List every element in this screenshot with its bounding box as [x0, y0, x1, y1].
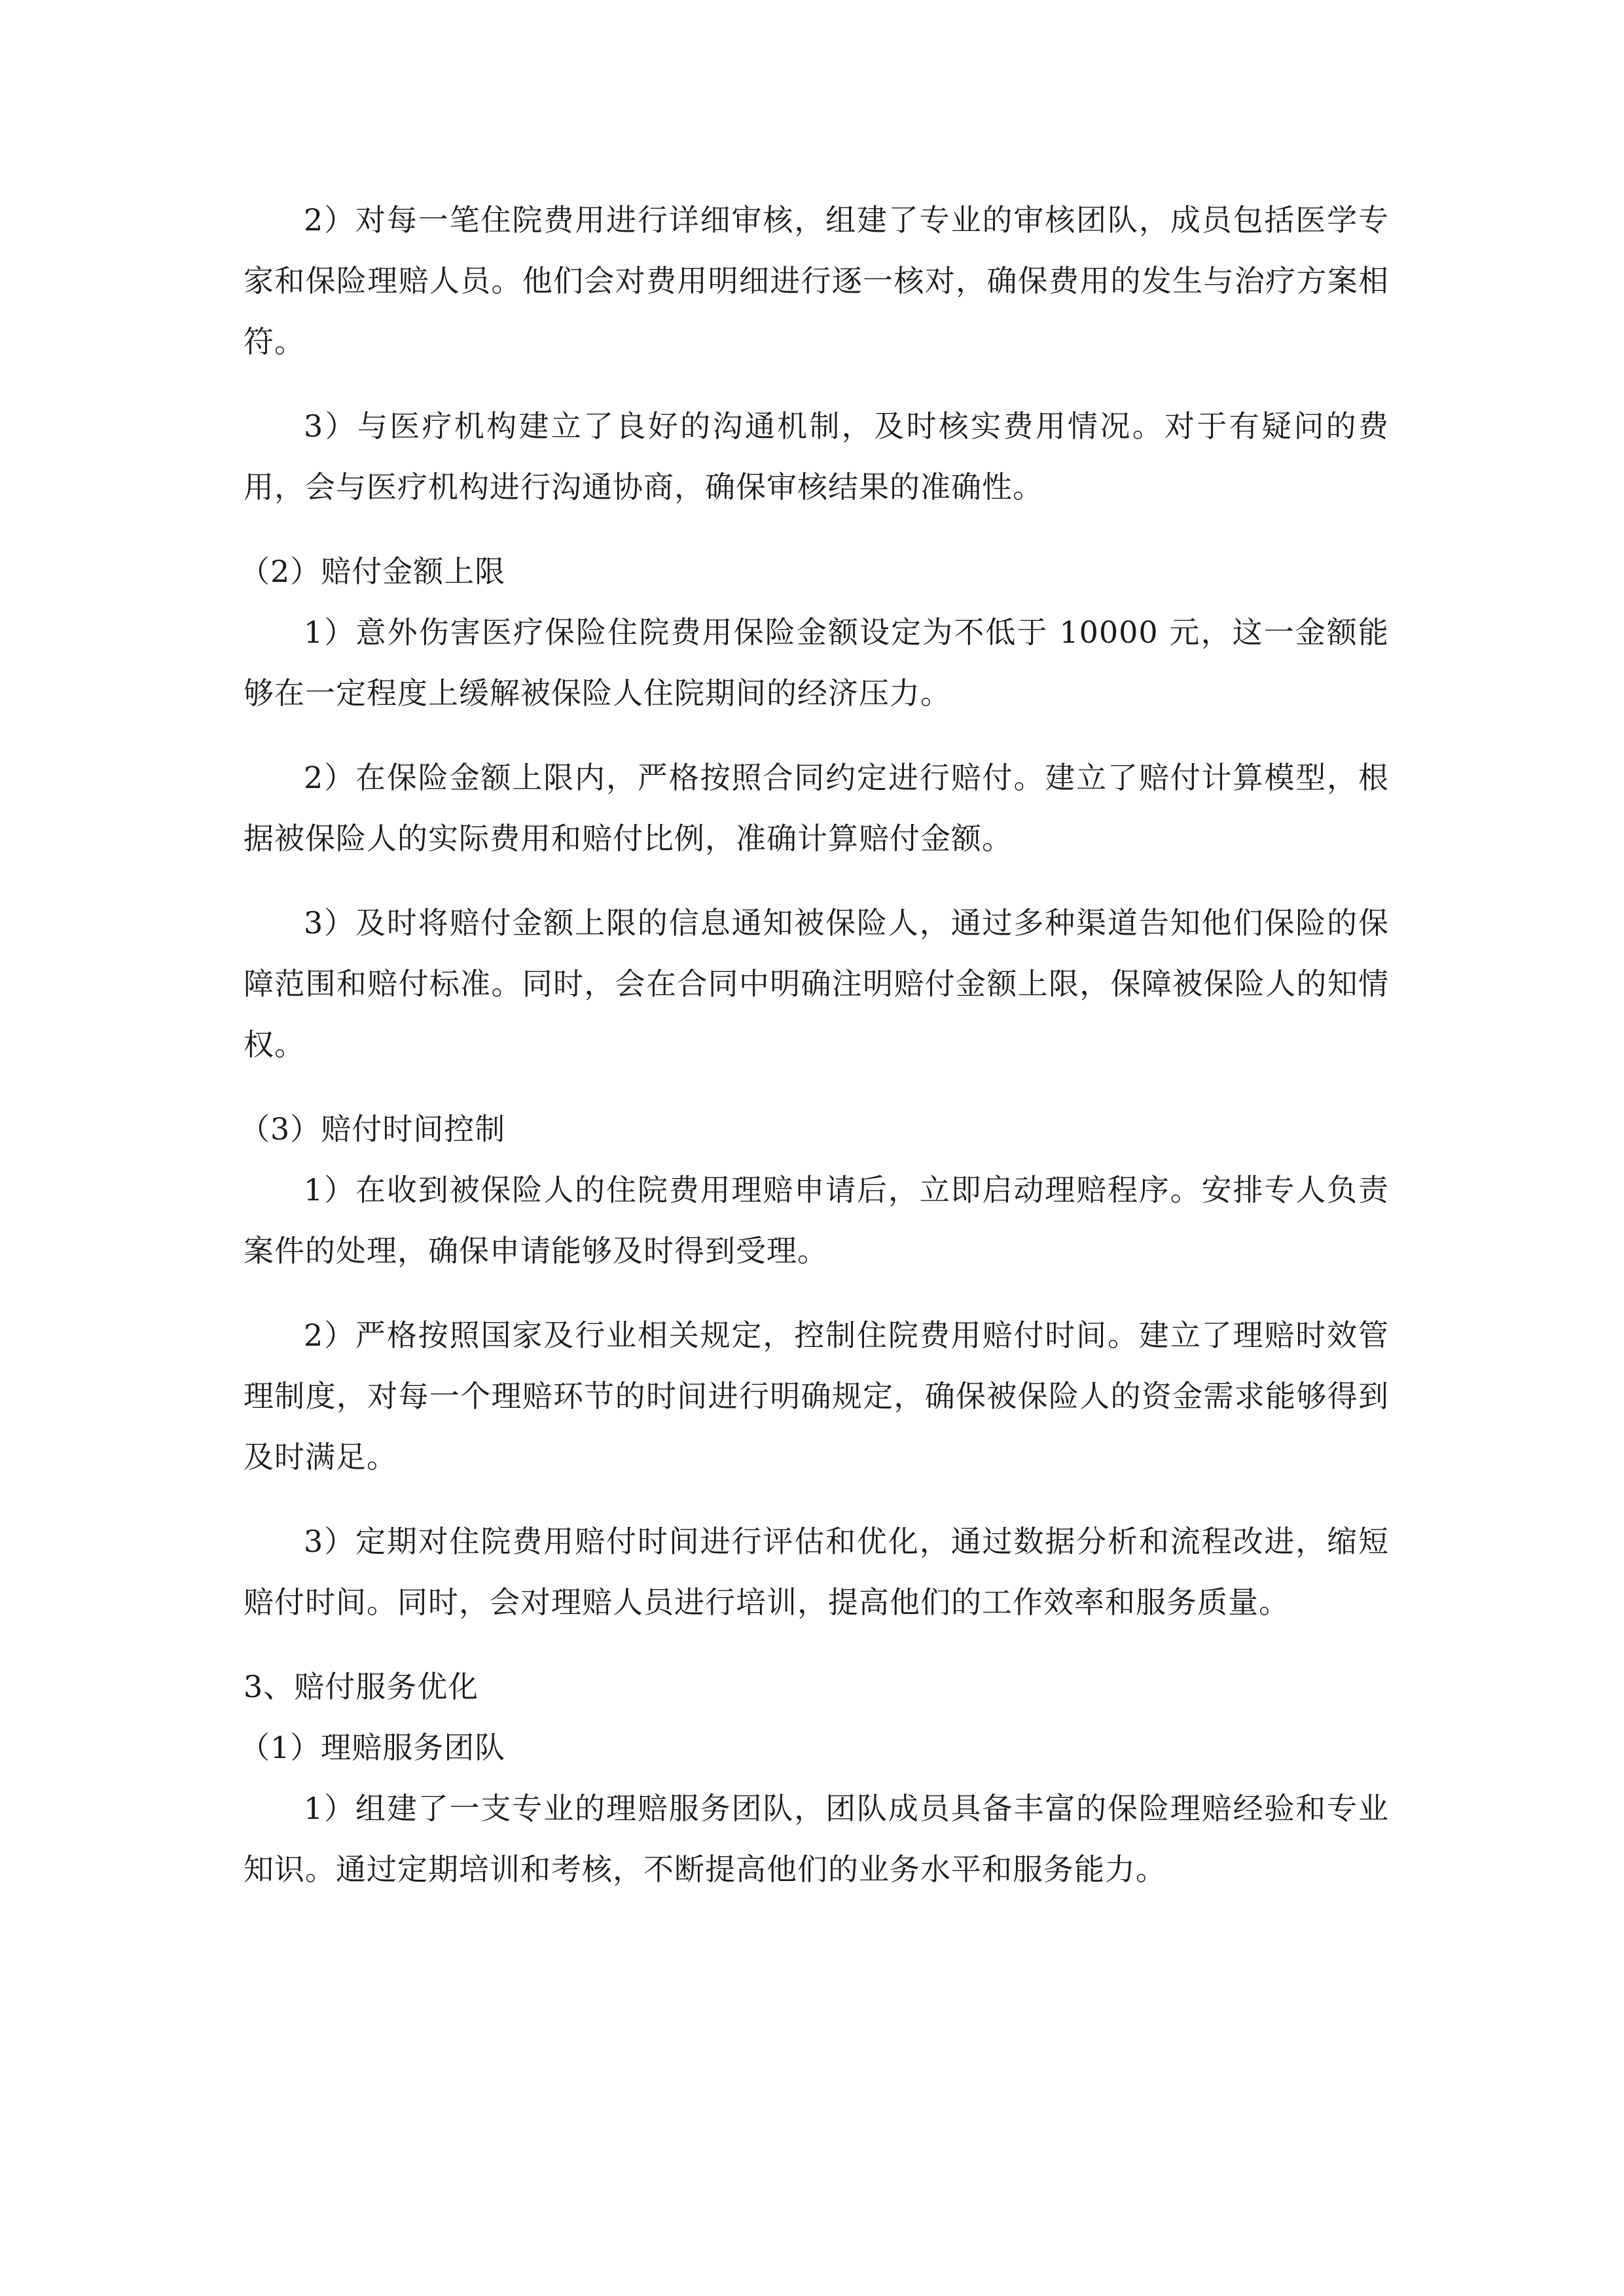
- paragraph-communication: 3）与医疗机构建立了良好的沟通机制，及时核实费用情况。对于有疑问的费用，会与医疗机构进行沟通协商，确保审核结果的准确性。: [244, 408, 1389, 505]
- subheading-payout-time: （3）赔付时间控制: [240, 1111, 506, 1147]
- paragraph-time-optimization: 3）定期对住院费用赔付时间进行评估和优化，通过数据分析和流程改进，缩短赔付时间。同时，会对理赔人员进行培训，提高他们的工作效率和服务质量。: [244, 1524, 1389, 1620]
- section-heading-service-optimization: 3、赔付服务优化: [244, 1669, 479, 1704]
- paragraph-limit-notice: 3）及时将赔付金额上限的信息通知被保险人，通过多种渠道告知他们保险的保障范围和赔付标准。同时，会在合同中明确注明赔付金额上限，保障被保险人的知情权。: [244, 905, 1389, 1062]
- paragraph-time-rules: 2）严格按照国家及行业相关规定，控制住院费用赔付时间。建立了理赔时效管理制度，对每一个理赔环节的时间进行明确规定，确保被保险人的资金需求能够得到及时满足。: [244, 1318, 1389, 1475]
- subheading-claims-team: （1）理赔服务团队: [240, 1730, 506, 1765]
- paragraph-payout-model: 2）在保险金额上限内，严格按照合同约定进行赔付。建立了赔付计算模型，根据被保险人的实际费用和赔付比例，准确计算赔付金额。: [244, 760, 1389, 856]
- paragraph-claims-team: 1）组建了一支专业的理赔服务团队，团队成员具备丰富的保险理赔经验和专业知识。通过定期培训和考核，不断提高他们的业务水平和服务能力。: [244, 1791, 1389, 1887]
- paragraph-claim-start: 1）在收到被保险人的住院费用理赔申请后，立即启动理赔程序。安排专人负责案件的处理，确保申请能够及时得到受理。: [244, 1172, 1389, 1268]
- subheading-payout-limit: （2）赔付金额上限: [240, 554, 506, 589]
- paragraph-review-team: 2）对每一笔住院费用进行详细审核，组建了专业的审核团队，成员包括医学专家和保险理赔人员。他们会对费用明细进行逐一核对，确保费用的发生与治疗方案相符。: [244, 202, 1389, 359]
- paragraph-insured-amount: 1）意外伤害医疗保险住院费用保险金额设定为不低于 10000 元，这一金额能够在一定程度上缓解被保险人住院期间的经济压力。: [244, 615, 1389, 711]
- document-body: [240, 190, 1389, 1924]
